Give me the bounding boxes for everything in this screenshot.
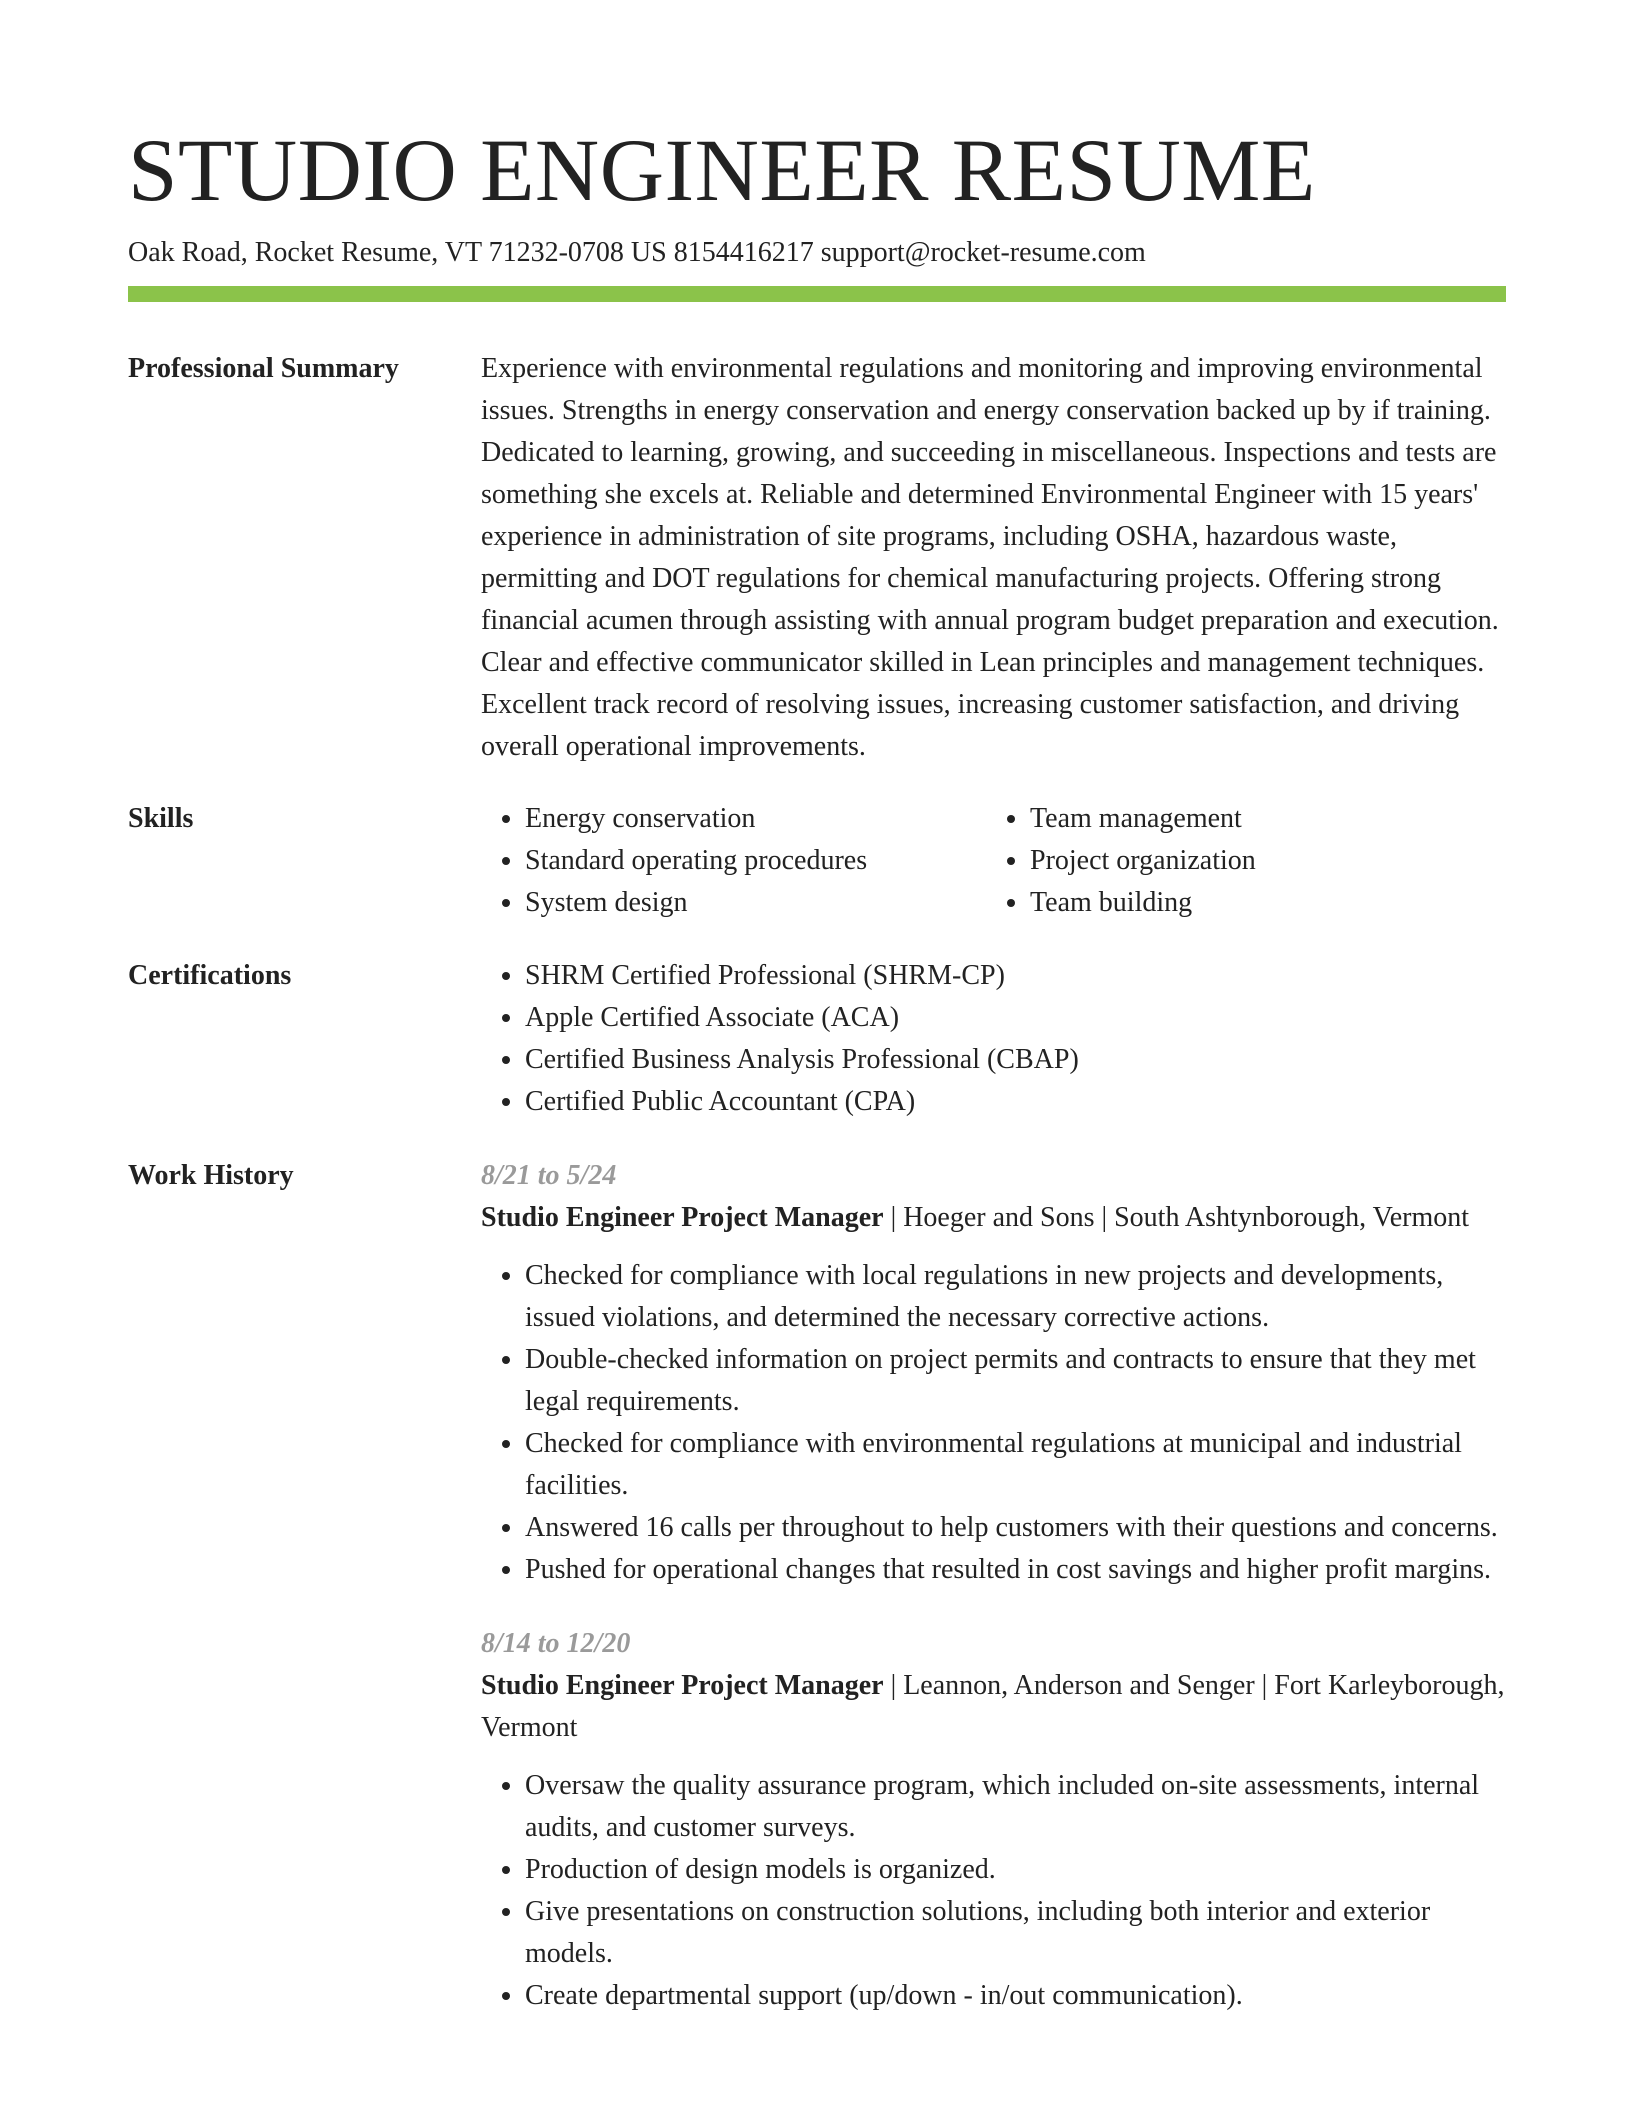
job-bullet: • Answered 16 calls per throughout to help customers with their questions and concerns.: [525, 1507, 1506, 1549]
job-bullet: • Pushed for operational changes that resulted in cost savings and higher profit margins.: [525, 1549, 1506, 1591]
section-label-skills: Skills: [128, 803, 194, 834]
contact-line: Oak Road, Rocket Resume, VT 71232-0708 US 8154416217 support@rocket-resume.com: [128, 237, 1146, 268]
job-bullet: • Create departmental support (up/down - in/out communication).: [525, 1975, 1506, 2017]
skills-columns: [481, 798, 1506, 924]
section-label-work-history: Work History: [128, 1160, 294, 1191]
skill-item: • Standard operating procedures: [525, 840, 986, 882]
skill-item: • Team management: [1030, 798, 1491, 840]
accent-divider: [128, 286, 1506, 302]
job-date: 8/21 to 5/24: [481, 1160, 617, 1191]
job-bullet: • Oversaw the quality assurance program, which included on-site assessments, internal audits, and customer surveys.: [525, 1765, 1506, 1849]
job-details: | Hoeger and Sons | South Ashtynborough, Vermont: [883, 1202, 1470, 1233]
skills-list-1: [481, 798, 986, 924]
job-details: | Leannon, Anderson and Senger | Fort Karleyborough, Vermont: [481, 1670, 1505, 1743]
skills-list-2: [986, 798, 1491, 924]
certification-item: • Apple Certified Associate (ACA): [525, 997, 1506, 1039]
skill-item: • Energy conservation: [525, 798, 986, 840]
job-bullet: • Checked for compliance with environmental regulations at municipal and industrial facilities.: [525, 1423, 1506, 1507]
resume-title: STUDIO ENGINEER RESUME: [128, 122, 1316, 220]
job-bullet: • Production of design models is organized.: [525, 1849, 1506, 1891]
job-date: 8/14 to 12/20: [481, 1628, 631, 1659]
skills-body: [481, 798, 1506, 924]
job-title: Studio Engineer Project Manager: [481, 1670, 884, 1701]
section-label-certifications: Certifications: [128, 960, 292, 991]
resume-header: [128, 118, 1506, 273]
skill-item: • Team building: [1030, 882, 1491, 924]
certification-item: • Certified Business Analysis Professional (CBAP): [525, 1039, 1506, 1081]
certification-item: • SHRM Certified Professional (SHRM-CP): [525, 955, 1506, 997]
job-bullet: • Give presentations on construction solutions, including both interior and exterior models.: [525, 1891, 1506, 1975]
job-bullet: • Checked for compliance with local regulations in new projects and developments, issued violations, and determined the necessary corrective actions.: [525, 1255, 1506, 1339]
skill-item: • System design: [525, 882, 986, 924]
skills-column-1: [481, 798, 986, 924]
job-title: Studio Engineer Project Manager: [481, 1202, 884, 1233]
section-label-summary: Professional Summary: [128, 353, 399, 384]
job-bullet: • Double-checked information on project permits and contracts to ensure that they met legal requirements.: [525, 1339, 1506, 1423]
job-bullets: [481, 1765, 1506, 2017]
job-entry: [481, 1623, 1506, 2017]
summary-text: Experience with environmental regulations and monitoring and improving environmental issues. Strengths in energy conservation and energy conservation backed up by if training. Dedicated to learning, growing, and succeeding in miscellaneous. Inspections and tests are something she excels at. Reliable and determined Environmental Engineer with 15 years' experience in administration of site programs, including OSHA, hazardous waste, permitting and DOT regulations for chemical manufacturing projects. Offering strong financial acumen through assisting with annual program budget preparation and execution. Clear and effective communicator skilled in Lean principles and management techniques. Excellent track record of resolving issues, increasing customer satisfaction, and driving overall operational improvements.: [481, 353, 1499, 762]
job-heading: [481, 1665, 1506, 1749]
certifications-list: [481, 955, 1506, 1123]
job-entry: [481, 1155, 1506, 1591]
job-bullets: [481, 1255, 1506, 1591]
summary-body: [481, 348, 1506, 768]
work-history-body: [481, 1155, 1506, 2017]
certifications-body: [481, 955, 1506, 1123]
certification-item: • Certified Public Accountant (CPA): [525, 1081, 1506, 1123]
job-heading: [481, 1197, 1506, 1239]
skills-column-2: [986, 798, 1491, 924]
skill-item: • Project organization: [1030, 840, 1491, 882]
